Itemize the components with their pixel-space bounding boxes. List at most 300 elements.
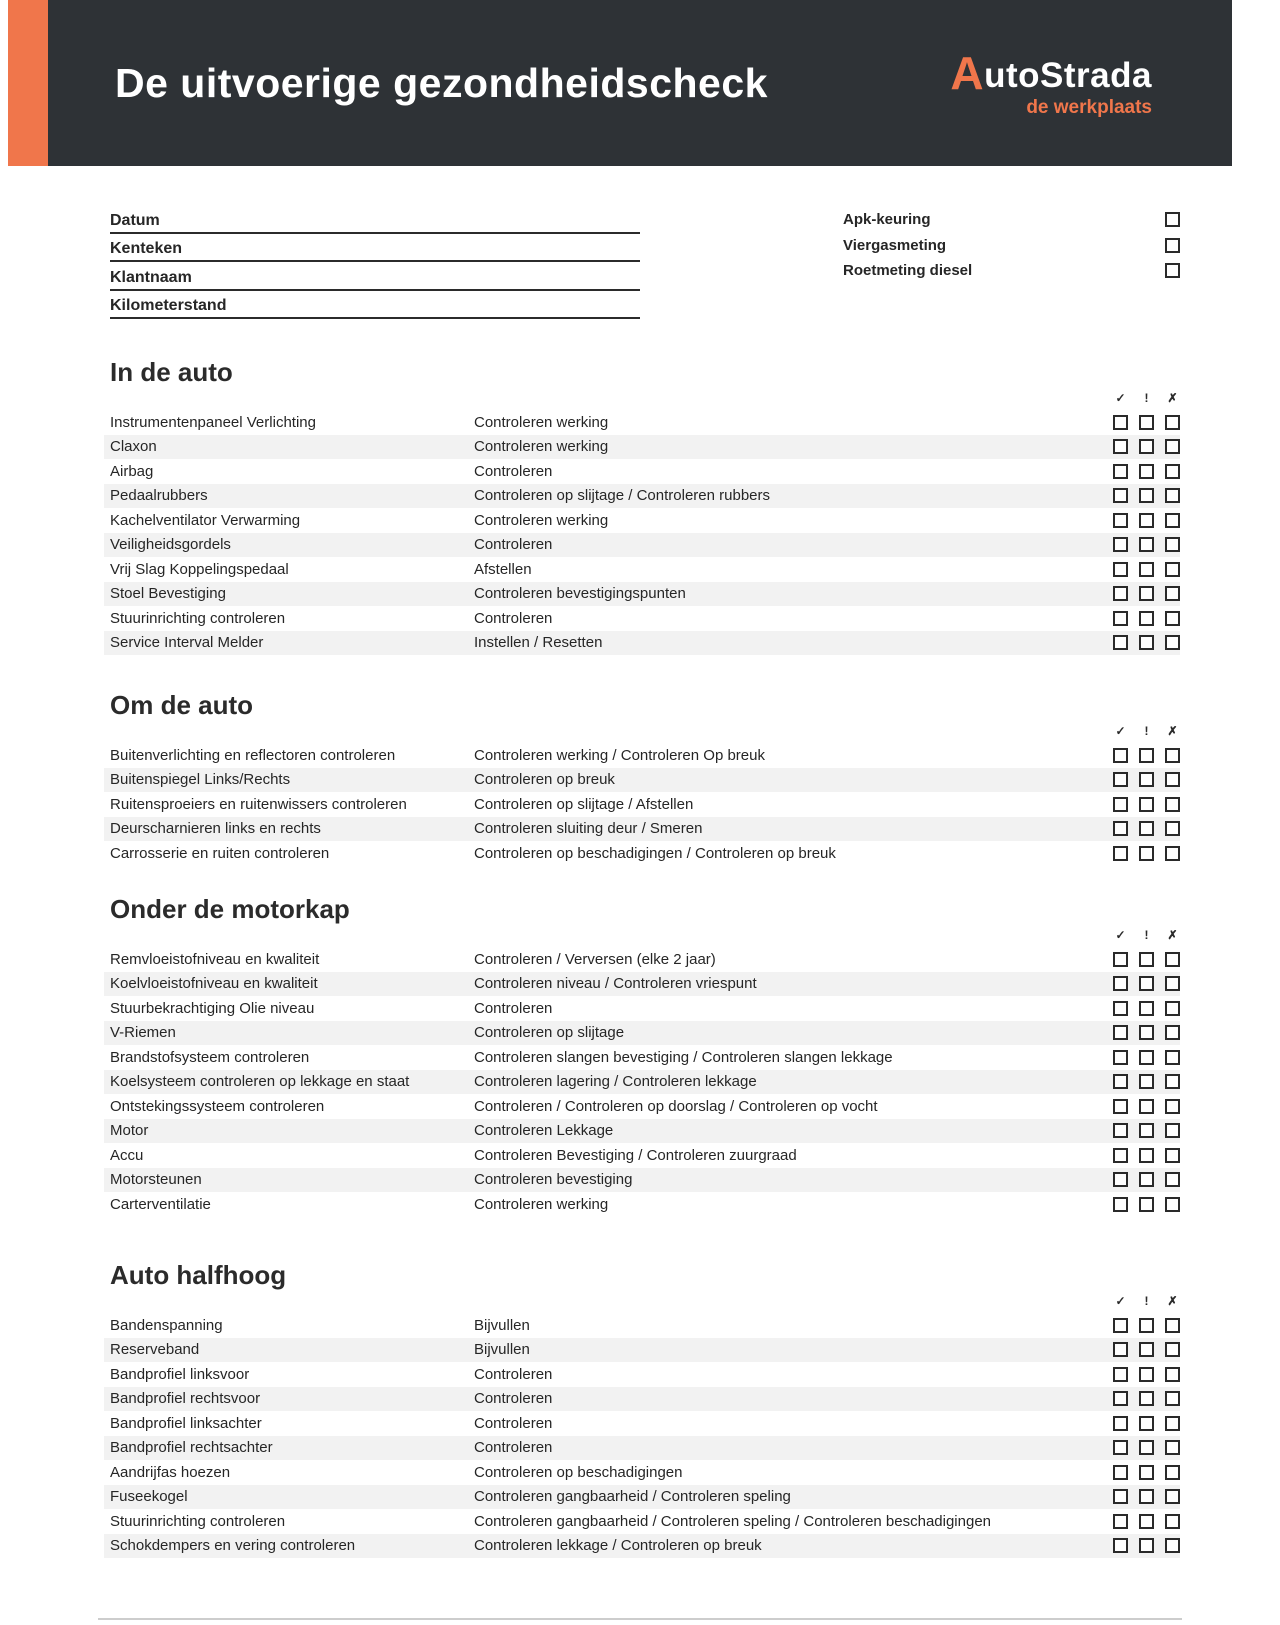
check-column-headers — [104, 927, 1180, 943]
extra-check-row — [843, 258, 1180, 283]
checklist-rows — [104, 743, 1180, 866]
item-checkboxes — [1113, 562, 1180, 577]
fail-checkbox[interactable] — [1165, 537, 1180, 552]
ok-checkbox[interactable] — [1113, 1440, 1128, 1455]
warning-checkbox[interactable] — [1139, 635, 1154, 650]
warning-checkbox[interactable] — [1139, 1416, 1154, 1431]
item-label: Schokdempers en vering controleren — [110, 1537, 356, 1555]
logo-subtitle: de werkplaats — [1026, 96, 1152, 118]
item-action: Controleren sluiting deur / Smeren — [474, 820, 703, 838]
item-label: Stuurbekrachtiging Olie niveau — [110, 999, 315, 1017]
item-checkboxes — [1113, 1123, 1180, 1138]
item-label: Claxon — [110, 438, 157, 456]
fail-checkbox[interactable] — [1165, 1050, 1180, 1065]
fail-checkbox[interactable] — [1165, 488, 1180, 503]
fail-checkbox[interactable] — [1165, 635, 1180, 650]
fail-checkbox[interactable] — [1165, 439, 1180, 454]
fail-checkbox[interactable] — [1165, 1367, 1180, 1382]
warning-checkbox[interactable] — [1139, 797, 1154, 812]
checklist-row — [104, 557, 1180, 582]
ok-checkbox[interactable] — [1113, 1123, 1128, 1138]
accent-bar — [8, 0, 48, 166]
item-label: Motor — [110, 1122, 149, 1140]
exclamation-icon: ! — [1144, 391, 1149, 405]
ok-checkbox[interactable] — [1113, 1465, 1128, 1480]
checklist-row — [104, 1094, 1180, 1119]
form-field-klantnaam[interactable] — [110, 262, 640, 291]
item-action: Bijvullen — [474, 1316, 530, 1334]
warning-checkbox[interactable] — [1139, 1489, 1154, 1504]
item-action: Controleren werking — [474, 1195, 609, 1213]
item-checkboxes — [1113, 1342, 1180, 1357]
checklist-rows — [104, 1313, 1180, 1558]
fail-checkbox[interactable] — [1165, 464, 1180, 479]
ok-checkbox[interactable] — [1113, 1318, 1128, 1333]
warning-checkbox[interactable] — [1139, 772, 1154, 787]
checklist-row — [104, 792, 1180, 817]
item-checkboxes — [1113, 797, 1180, 812]
item-checkboxes — [1113, 1489, 1180, 1504]
item-action: Controleren — [474, 999, 553, 1017]
checklist-row — [104, 410, 1180, 435]
item-action: Controleren — [474, 1439, 553, 1457]
item-action: Controleren op slijtage — [474, 1024, 625, 1042]
fail-checkbox[interactable] — [1165, 1342, 1180, 1357]
item-action: Controleren — [474, 536, 553, 554]
item-action: Controleren — [474, 1390, 553, 1408]
fail-checkbox[interactable] — [1165, 821, 1180, 836]
warning-checkbox[interactable] — [1139, 1050, 1154, 1065]
warning-checkbox[interactable] — [1139, 1148, 1154, 1163]
fail-checkbox[interactable] — [1165, 1318, 1180, 1333]
item-label: Ontstekingssysteem controleren — [110, 1097, 325, 1115]
fail-checkbox[interactable] — [1165, 1391, 1180, 1406]
item-label: Bandprofiel rechtsachter — [110, 1439, 273, 1457]
check-column-headers — [104, 723, 1180, 739]
ok-checkbox[interactable] — [1113, 513, 1128, 528]
fail-checkbox[interactable] — [1165, 1123, 1180, 1138]
item-label: Deurscharnieren links en rechts — [110, 820, 321, 838]
checklist-row — [104, 1534, 1180, 1559]
x-icon: ✗ — [1167, 391, 1178, 405]
warning-checkbox[interactable] — [1139, 976, 1154, 991]
item-checkboxes — [1113, 952, 1180, 967]
item-action: Controleren slangen bevestiging / Controleren slangen lekkage — [474, 1048, 893, 1066]
item-checkboxes — [1113, 1367, 1180, 1382]
checklist-row — [104, 1460, 1180, 1485]
item-action: Controleren / Verversen (elke 2 jaar) — [474, 950, 716, 968]
item-checkboxes — [1113, 1025, 1180, 1040]
item-label: V-Riemen — [110, 1024, 176, 1042]
fail-checkbox[interactable] — [1165, 1172, 1180, 1187]
fail-checkbox[interactable] — [1165, 1416, 1180, 1431]
warning-checkbox[interactable] — [1139, 821, 1154, 836]
checklist-row — [104, 1362, 1180, 1387]
fail-checkbox[interactable] — [1165, 1001, 1180, 1016]
fail-checkbox[interactable] — [1165, 797, 1180, 812]
ok-checkbox[interactable] — [1113, 562, 1128, 577]
logo-rest: utoStrada — [984, 55, 1152, 95]
warning-checkbox[interactable] — [1139, 1391, 1154, 1406]
item-checkboxes — [1113, 1465, 1180, 1480]
fail-checkbox[interactable] — [1165, 1514, 1180, 1529]
fail-checkbox[interactable] — [1165, 1148, 1180, 1163]
warning-checkbox[interactable] — [1139, 1025, 1154, 1040]
item-label: Motorsteunen — [110, 1171, 202, 1189]
ok-checkbox[interactable] — [1113, 772, 1128, 787]
ok-checkbox[interactable] — [1113, 1367, 1128, 1382]
item-checkboxes — [1113, 1538, 1180, 1553]
fail-checkbox[interactable] — [1165, 1538, 1180, 1553]
checklist-row — [104, 1387, 1180, 1412]
item-label: Carrosserie en ruiten controleren — [110, 844, 330, 862]
warning-checkbox[interactable] — [1139, 1514, 1154, 1529]
item-checkboxes — [1113, 439, 1180, 454]
item-label: Stuurinrichting controleren — [110, 609, 286, 627]
ok-checkbox[interactable] — [1113, 1025, 1128, 1040]
checklist-row — [104, 606, 1180, 631]
field-label: Datum — [110, 211, 160, 229]
ok-checkbox[interactable] — [1113, 611, 1128, 626]
item-checkboxes — [1113, 1001, 1180, 1016]
item-label: Remvloeistofniveau en kwaliteit — [110, 950, 320, 968]
warning-checkbox[interactable] — [1139, 1367, 1154, 1382]
fail-checkbox[interactable] — [1165, 1440, 1180, 1455]
ok-checkbox[interactable] — [1113, 635, 1128, 650]
warning-checkbox[interactable] — [1139, 464, 1154, 479]
section-title: In de auto — [110, 357, 233, 387]
fail-checkbox[interactable] — [1165, 562, 1180, 577]
ok-checkbox[interactable] — [1113, 952, 1128, 967]
ok-checkbox[interactable] — [1113, 1391, 1128, 1406]
section-title: Om de auto — [110, 690, 254, 720]
item-action: Controleren werking / Controleren Op breuk — [474, 746, 765, 764]
warning-checkbox[interactable] — [1139, 586, 1154, 601]
item-label: Airbag — [110, 462, 154, 480]
item-checkboxes — [1113, 1440, 1180, 1455]
item-action: Afstellen — [474, 560, 532, 578]
fail-checkbox[interactable] — [1165, 748, 1180, 763]
checklist-row — [104, 631, 1180, 656]
item-label: Pedaalrubbers — [110, 487, 208, 505]
ok-checkbox[interactable] — [1113, 1074, 1128, 1089]
logo-a-letter: A — [950, 46, 985, 99]
extra-check-row — [843, 232, 1180, 257]
checklist-row — [104, 508, 1180, 533]
fail-checkbox[interactable] — [1165, 586, 1180, 601]
check-icon: ✓ — [1115, 724, 1126, 738]
item-label: Buitenspiegel Links/Rechts — [110, 771, 291, 789]
item-label: Vrij Slag Koppelingspedaal — [110, 560, 289, 578]
form-field-kilometerstand[interactable] — [110, 291, 640, 320]
item-checkboxes — [1113, 611, 1180, 626]
item-action: Controleren op slijtage / Controleren rubbers — [474, 487, 770, 505]
item-label: Bandprofiel rechtsvoor — [110, 1390, 261, 1408]
extra-checkbox[interactable] — [1165, 212, 1180, 227]
field-label: Klantnaam — [110, 268, 192, 286]
section-in-de-auto — [104, 356, 1180, 655]
item-action: Controleren gangbaarheid / Controleren speling — [474, 1488, 791, 1506]
warning-checkbox[interactable] — [1139, 1099, 1154, 1114]
checklist-row — [104, 582, 1180, 607]
fail-checkbox[interactable] — [1165, 1025, 1180, 1040]
item-checkboxes — [1113, 635, 1180, 650]
item-action: Controleren Bevestiging / Controleren zuurgraad — [474, 1146, 797, 1164]
extra-checkbox[interactable] — [1165, 238, 1180, 253]
fail-checkbox[interactable] — [1165, 415, 1180, 430]
fail-checkbox[interactable] — [1165, 952, 1180, 967]
item-action: Controleren werking — [474, 511, 609, 529]
item-action: Controleren lagering / Controleren lekkage — [474, 1073, 757, 1091]
warning-checkbox[interactable] — [1139, 537, 1154, 552]
header-band — [48, 0, 1232, 166]
checklist-row — [104, 1313, 1180, 1338]
warning-checkbox[interactable] — [1139, 846, 1154, 861]
fail-checkbox[interactable] — [1165, 1074, 1180, 1089]
ok-checkbox[interactable] — [1113, 846, 1128, 861]
check-column-headers — [104, 390, 1180, 406]
item-label: Bandprofiel linksachter — [110, 1414, 262, 1432]
fail-checkbox[interactable] — [1165, 772, 1180, 787]
checklist-row — [104, 1192, 1180, 1217]
checklist-row — [104, 972, 1180, 997]
ok-checkbox[interactable] — [1113, 537, 1128, 552]
warning-checkbox[interactable] — [1139, 1440, 1154, 1455]
checklist-row — [104, 947, 1180, 972]
ok-checkbox[interactable] — [1113, 415, 1128, 430]
extra-check-label: Viergasmeting — [843, 236, 947, 254]
item-checkboxes — [1113, 1514, 1180, 1529]
field-label: Kilometerstand — [110, 297, 227, 315]
document-header — [0, 0, 1280, 166]
item-label: Bandenspanning — [110, 1316, 223, 1334]
item-checkboxes — [1113, 1074, 1180, 1089]
checklist-row — [104, 1168, 1180, 1193]
exclamation-icon: ! — [1144, 1294, 1149, 1308]
item-checkboxes — [1113, 748, 1180, 763]
warning-checkbox[interactable] — [1139, 1123, 1154, 1138]
item-label: Buitenverlichting en reflectoren controleren — [110, 746, 396, 764]
fail-checkbox[interactable] — [1165, 846, 1180, 861]
checklist-row — [104, 1045, 1180, 1070]
form-field-kenteken[interactable] — [110, 234, 640, 263]
item-label: Carterventilatie — [110, 1195, 211, 1213]
item-checkboxes — [1113, 821, 1180, 836]
item-action: Controleren bevestiging — [474, 1171, 633, 1189]
ok-checkbox[interactable] — [1113, 1489, 1128, 1504]
item-action: Controleren op beschadigingen — [474, 1463, 683, 1481]
item-action: Controleren — [474, 1414, 553, 1432]
item-label: Reserveband — [110, 1341, 200, 1359]
ok-checkbox[interactable] — [1113, 821, 1128, 836]
item-checkboxes — [1113, 586, 1180, 601]
item-action: Controleren op breuk — [474, 771, 615, 789]
item-label: Aandrijfas hoezen — [110, 1463, 231, 1481]
item-label: Stuurinrichting controleren — [110, 1512, 286, 1530]
checklist-row — [104, 1509, 1180, 1534]
item-checkboxes — [1113, 1172, 1180, 1187]
ok-checkbox[interactable] — [1113, 439, 1128, 454]
item-checkboxes — [1113, 1197, 1180, 1212]
item-checkboxes — [1113, 976, 1180, 991]
warning-checkbox[interactable] — [1139, 611, 1154, 626]
ok-checkbox[interactable] — [1113, 1342, 1128, 1357]
item-action: Controleren / Controleren op doorslag / Controleren op vocht — [474, 1097, 878, 1115]
fail-checkbox[interactable] — [1165, 611, 1180, 626]
x-icon: ✗ — [1167, 724, 1178, 738]
item-checkboxes — [1113, 1050, 1180, 1065]
logo-wordmark — [950, 46, 1152, 99]
warning-checkbox[interactable] — [1139, 488, 1154, 503]
item-action: Controleren — [474, 1365, 553, 1383]
checklist-row — [104, 484, 1180, 509]
warning-checkbox[interactable] — [1139, 1465, 1154, 1480]
fail-checkbox[interactable] — [1165, 1465, 1180, 1480]
item-checkboxes — [1113, 772, 1180, 787]
checklist-row — [104, 841, 1180, 866]
ok-checkbox[interactable] — [1113, 1514, 1128, 1529]
ok-checkbox[interactable] — [1113, 586, 1128, 601]
checklist-row — [104, 1411, 1180, 1436]
item-checkboxes — [1113, 1318, 1180, 1333]
ok-checkbox[interactable] — [1113, 1001, 1128, 1016]
item-action: Bijvullen — [474, 1341, 530, 1359]
exclamation-icon: ! — [1144, 724, 1149, 738]
item-label: Koelvloeistofniveau en kwaliteit — [110, 975, 318, 993]
fail-checkbox[interactable] — [1165, 513, 1180, 528]
ok-checkbox[interactable] — [1113, 464, 1128, 479]
checklist-row — [104, 817, 1180, 842]
item-action: Controleren Lekkage — [474, 1122, 614, 1140]
extra-checks — [843, 207, 1180, 283]
checklist-row — [104, 435, 1180, 460]
exclamation-icon: ! — [1144, 928, 1149, 942]
item-checkboxes — [1113, 1391, 1180, 1406]
warning-checkbox[interactable] — [1139, 513, 1154, 528]
checklist-rows — [104, 947, 1180, 1217]
checklist-row — [104, 1070, 1180, 1095]
ok-checkbox[interactable] — [1113, 1172, 1128, 1187]
item-action: Controleren op beschadigingen / Controleren op breuk — [474, 844, 836, 862]
item-checkboxes — [1113, 537, 1180, 552]
extra-check-label: Apk-keuring — [843, 211, 931, 229]
item-action: Controleren niveau / Controleren vriespunt — [474, 975, 757, 993]
item-label: Brandstofsysteem controleren — [110, 1048, 310, 1066]
field-label: Kenteken — [110, 240, 183, 258]
ok-checkbox[interactable] — [1113, 1148, 1128, 1163]
check-icon: ✓ — [1115, 928, 1126, 942]
autostrada-logo — [950, 46, 1152, 118]
fail-checkbox[interactable] — [1165, 1489, 1180, 1504]
ok-checkbox[interactable] — [1113, 1099, 1128, 1114]
x-icon: ✗ — [1167, 928, 1178, 942]
page-title: De uitvoerige gezondheidscheck — [115, 59, 768, 106]
warning-checkbox[interactable] — [1139, 952, 1154, 967]
item-action: Controleren bevestigingspunten — [474, 585, 686, 603]
item-checkboxes — [1113, 1099, 1180, 1114]
fail-checkbox[interactable] — [1165, 1099, 1180, 1114]
checklist-row — [104, 1338, 1180, 1363]
item-label: Bandprofiel linksvoor — [110, 1365, 250, 1383]
ok-checkbox[interactable] — [1113, 976, 1128, 991]
bottom-divider — [98, 1618, 1182, 1620]
ok-checkbox[interactable] — [1113, 488, 1128, 503]
warning-checkbox[interactable] — [1139, 562, 1154, 577]
item-checkboxes — [1113, 488, 1180, 503]
section-onder-de-motorkap — [104, 893, 1180, 1217]
item-label: Veiligheidsgordels — [110, 536, 231, 554]
warning-checkbox[interactable] — [1139, 1197, 1154, 1212]
item-label: Fuseekogel — [110, 1488, 188, 1506]
item-label: Instrumentenpaneel Verlichting — [110, 413, 316, 431]
item-action: Controleren — [474, 609, 553, 627]
section-om-de-auto — [104, 689, 1180, 866]
item-action: Controleren — [474, 462, 553, 480]
check-icon: ✓ — [1115, 1294, 1126, 1308]
item-checkboxes — [1113, 1416, 1180, 1431]
warning-checkbox[interactable] — [1139, 439, 1154, 454]
ok-checkbox[interactable] — [1113, 1197, 1128, 1212]
warning-checkbox[interactable] — [1139, 1342, 1154, 1357]
item-action: Controleren gangbaarheid / Controleren speling / Controleren beschadigingen — [474, 1512, 992, 1530]
check-column-headers — [104, 1293, 1180, 1309]
item-action: Controleren werking — [474, 413, 609, 431]
checklist-row — [104, 533, 1180, 558]
warning-checkbox[interactable] — [1139, 1001, 1154, 1016]
checklist-row — [104, 743, 1180, 768]
checklist-row — [104, 1485, 1180, 1510]
item-label: Stoel Bevestiging — [110, 585, 226, 603]
form-field-datum[interactable] — [110, 205, 640, 234]
section-title: Onder de motorkap — [110, 894, 350, 924]
fail-checkbox[interactable] — [1165, 1197, 1180, 1212]
warning-checkbox[interactable] — [1139, 748, 1154, 763]
item-checkboxes — [1113, 846, 1180, 861]
extra-check-label: Roetmeting diesel — [843, 261, 973, 279]
item-label: Koelsysteem controleren op lekkage en staat — [110, 1073, 410, 1091]
extra-check-row — [843, 207, 1180, 232]
x-icon: ✗ — [1167, 1294, 1178, 1308]
checklist-rows — [104, 410, 1180, 655]
section-title: Auto halfhoog — [110, 1260, 287, 1290]
ok-checkbox[interactable] — [1113, 1416, 1128, 1431]
extra-checkbox[interactable] — [1165, 263, 1180, 278]
ok-checkbox[interactable] — [1113, 1050, 1128, 1065]
warning-checkbox[interactable] — [1139, 1172, 1154, 1187]
warning-checkbox[interactable] — [1139, 1074, 1154, 1089]
checklist-row — [104, 768, 1180, 793]
ok-checkbox[interactable] — [1113, 797, 1128, 812]
item-label: Ruitensproeiers en ruitenwissers controleren — [110, 795, 407, 813]
warning-checkbox[interactable] — [1139, 415, 1154, 430]
item-action: Controleren op slijtage / Afstellen — [474, 795, 694, 813]
item-action: Controleren lekkage / Controleren op breuk — [474, 1537, 762, 1555]
ok-checkbox[interactable] — [1113, 1538, 1128, 1553]
fail-checkbox[interactable] — [1165, 976, 1180, 991]
item-label: Kachelventilator Verwarming — [110, 511, 301, 529]
section-auto-halfhoog — [104, 1259, 1180, 1558]
item-label: Accu — [110, 1146, 144, 1164]
item-action: Instellen / Resetten — [474, 634, 603, 652]
warning-checkbox[interactable] — [1139, 1538, 1154, 1553]
item-checkboxes — [1113, 464, 1180, 479]
checklist-row — [104, 1143, 1180, 1168]
form-fields — [110, 205, 640, 319]
checklist-row — [104, 459, 1180, 484]
warning-checkbox[interactable] — [1139, 1318, 1154, 1333]
ok-checkbox[interactable] — [1113, 748, 1128, 763]
checklist-row — [104, 1436, 1180, 1461]
